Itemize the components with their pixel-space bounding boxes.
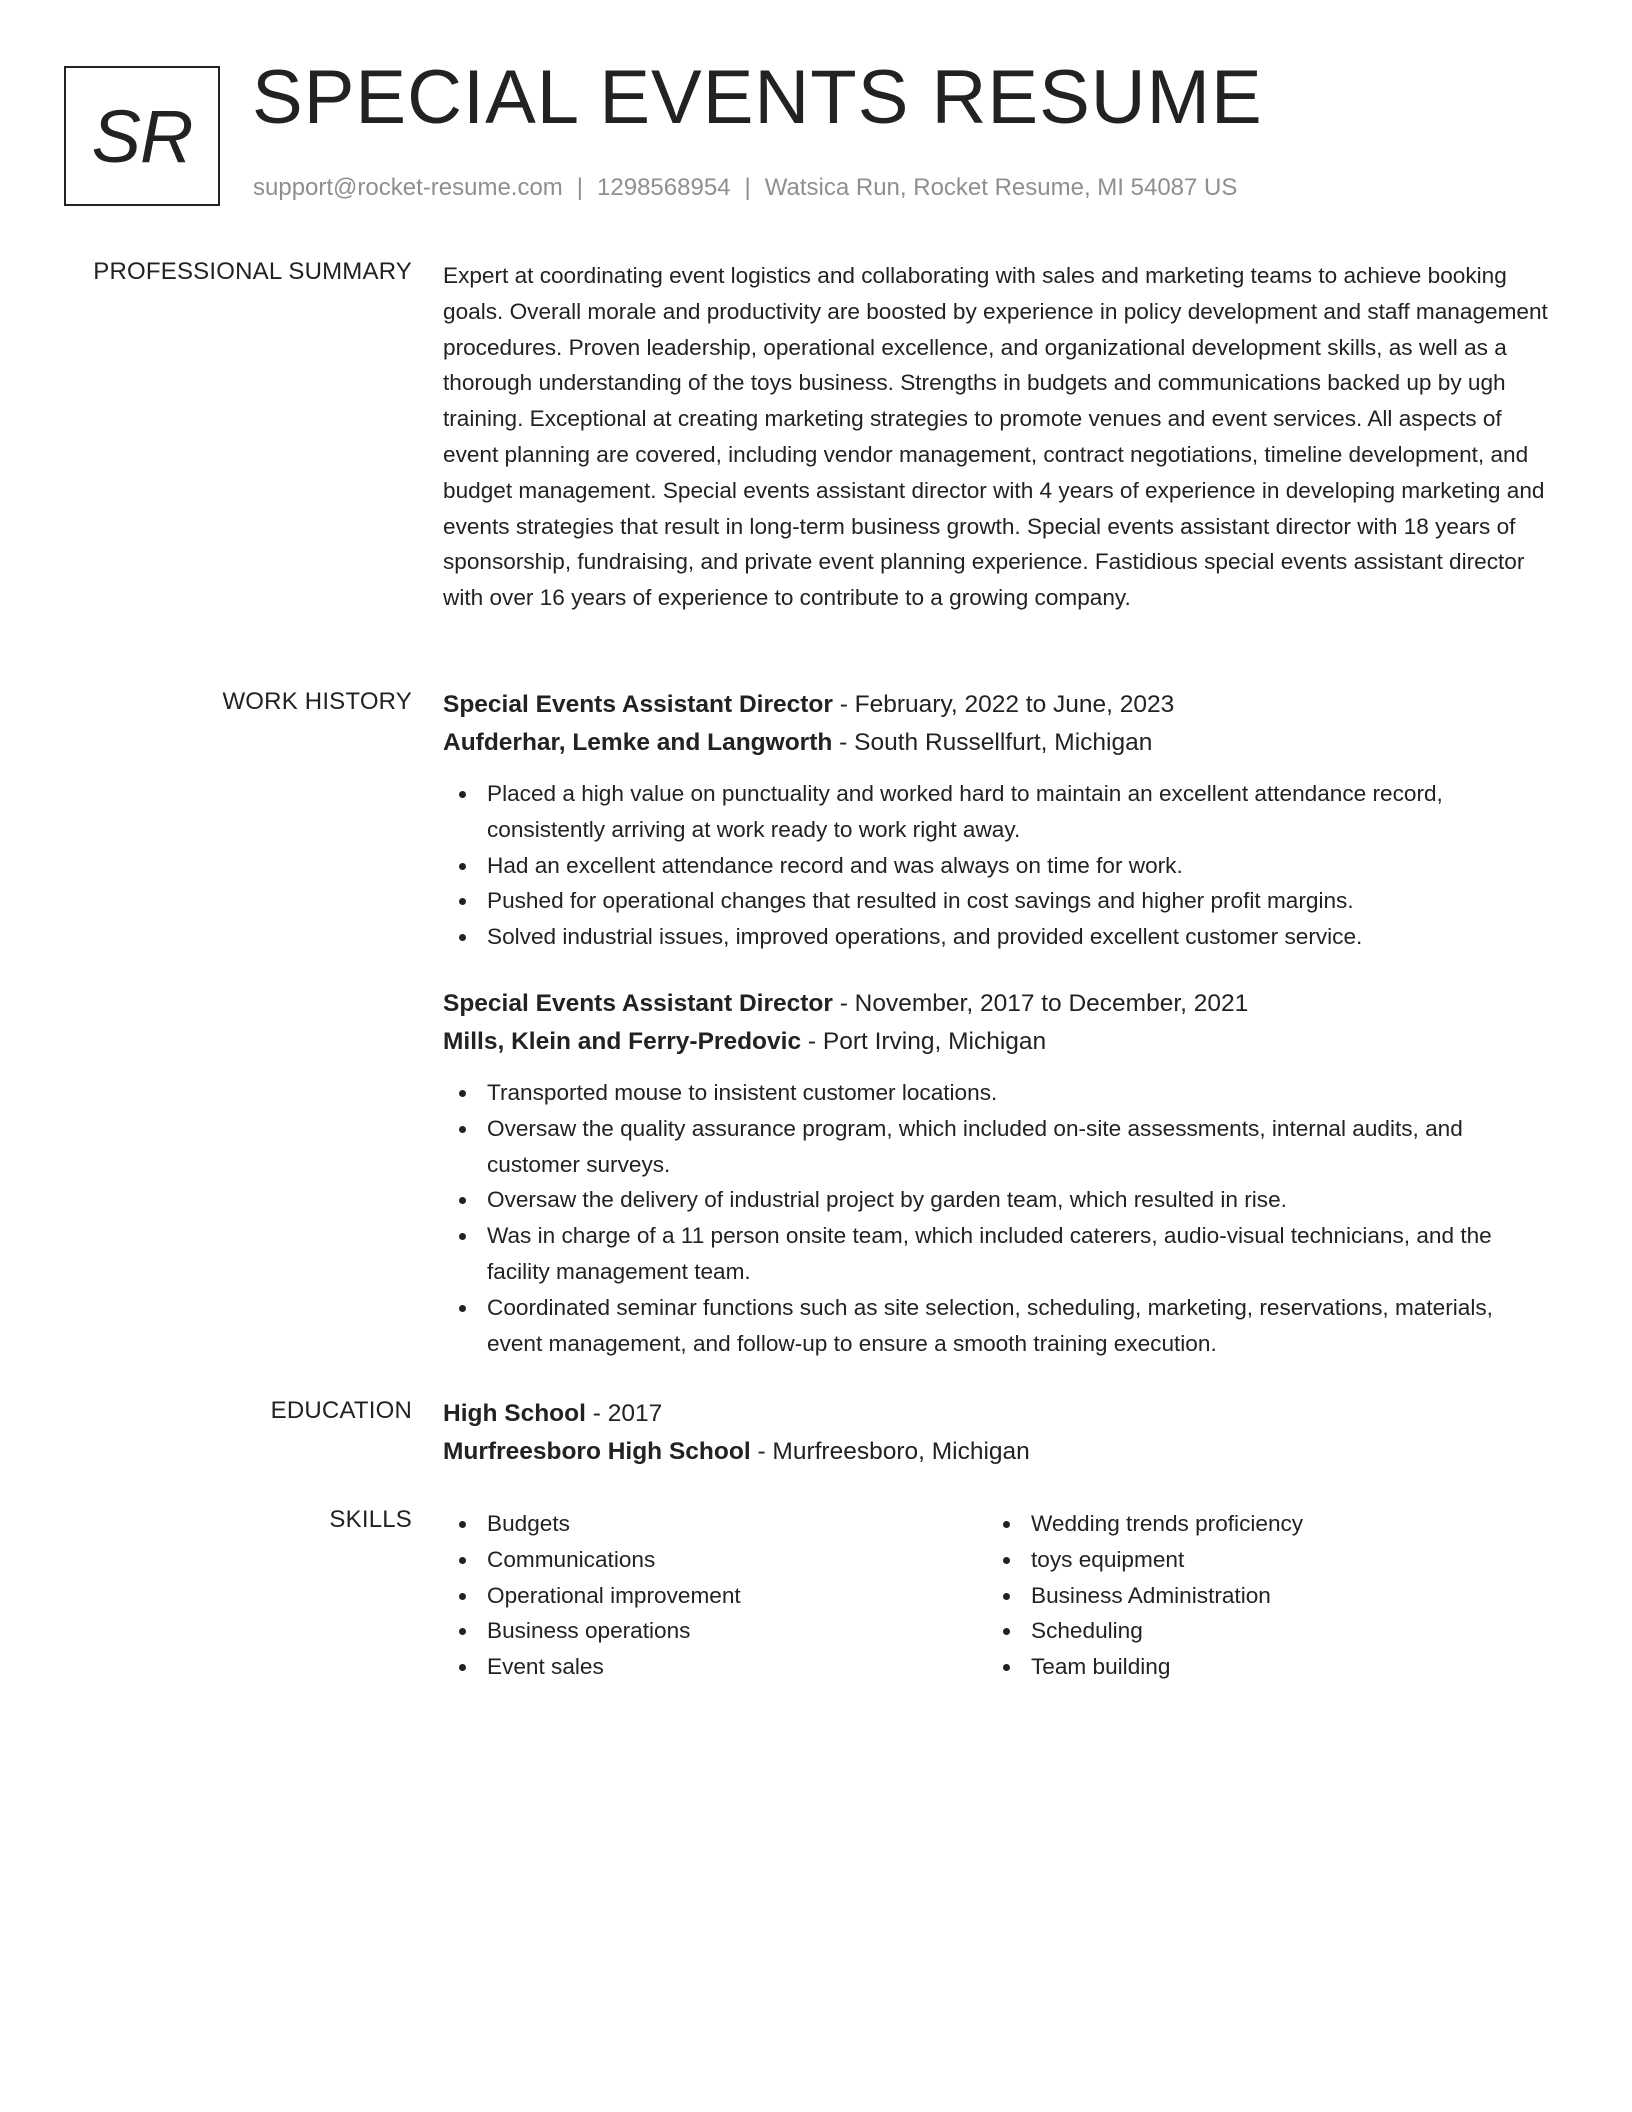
education-location: - Murfreesboro, Michigan [750,1438,1030,1465]
job-title: Special Events Assistant Director [443,691,833,718]
list-item: Coordinated seminar functions such as site selection, scheduling, marketing, reservations, materials, event management, and follow-up to ensure a smooth training execution. [443,1290,1553,1362]
job-dates: - February, 2022 to June, 2023 [832,691,1175,718]
job-location: - Port Irving, Michigan [801,1027,1047,1055]
contact-separator: | [576,174,584,201]
list-item: Team building [987,1649,1531,1685]
list-item: Transported mouse to insistent customer locations. [443,1075,1553,1111]
list-item: Was in charge of a 11 person onsite team, which included caterers, audio-visual technicians, and the facility management team. [443,1218,1553,1290]
education-school-line [443,1433,1553,1471]
skills-column-left [443,1506,987,1685]
education-degree: High School [443,1400,586,1427]
section-heading-skills: SKILLS [329,1506,412,1533]
resume-title: SPECIAL EVENTS RESUME [252,55,1263,140]
job-title-line [443,985,1553,1023]
contact-address: Watsica Run, Rocket Resume, MI 54087 US [764,174,1238,201]
list-item: Placed a high value on punctuality and worked hard to maintain an excellent attendance record, consistently arriving at work ready to work right away. [443,776,1553,848]
list-item: Scheduling [987,1613,1531,1649]
contact-line [253,174,1237,202]
job-company: Mills, Klein and Ferry-Predovic [443,1027,802,1055]
education-degree-line [443,1395,1553,1433]
job-company: Aufderhar, Lemke and Langworth [443,729,833,756]
list-item: Operational improvement [443,1578,987,1614]
summary-body [443,258,1553,616]
summary-text: Expert at coordinating event logistics and collaborating with sales and marketing teams to achieve booking goals. Overall morale and productivity are boosted by experience in policy development and staff management procedures. Proven leadership, operational excellence, and organizational development skills, as well as a thorough understanding of the toys business. Strengths in budgets and communications backed up by ugh training. Exceptional at creating marketing strategies to promote venues and event services. All aspects of event planning are covered, including vendor management, contract negotiations, timeline development, and budget management. Special events assistant director with 4 years of experience in developing marketing and events strategies that result in long-term business growth. Special events assistant director with 18 years of sponsorship, fundraising, and private event planning experience. Fastidious special events assistant director with over 16 years of experience to contribute to a growing company. [443,263,1548,611]
contact-email: support@rocket-resume.com [253,174,563,201]
list-item: Solved industrial issues, improved operations, and provided excellent customer service. [443,919,1553,955]
section-heading-work-history: WORK HISTORY [222,688,412,715]
list-item: Oversaw the delivery of industrial project by garden team, which resulted in rise. [443,1182,1553,1218]
job-title-line [443,686,1553,724]
list-item: Oversaw the quality assurance program, which included on-site assessments, internal audits, and customer surveys. [443,1111,1553,1183]
job-dates: - November, 2017 to December, 2021 [832,989,1249,1017]
list-item: Communications [443,1542,987,1578]
list-item: Business Administration [987,1578,1531,1614]
contact-separator: | [744,174,751,201]
section-heading-education: EDUCATION [270,1397,412,1424]
skills-body [443,1506,1553,1685]
list-item: Pushed for operational changes that resulted in cost savings and higher profit margins. [443,883,1553,919]
education-school: Murfreesboro High School [443,1438,751,1465]
list-item: Budgets [443,1506,987,1542]
job-location: - South Russellfurt, Michigan [832,729,1153,756]
job-duties-list [443,776,1553,955]
contact-phone: 1298568954 [597,174,731,201]
job-duties-list [443,1075,1553,1361]
skills-columns [443,1506,1553,1685]
monogram-logo: SR [64,66,220,206]
job-entry [443,985,1553,1361]
job-company-line [443,1023,1553,1061]
list-item: Event sales [443,1649,987,1685]
skills-column-right [987,1506,1531,1685]
skills-list [987,1506,1531,1685]
list-item: Business operations [443,1613,987,1649]
list-item: Wedding trends proficiency [987,1506,1531,1542]
job-company-line [443,724,1553,762]
skills-list [443,1506,987,1685]
list-item: toys equipment [987,1542,1531,1578]
job-entry [443,686,1553,955]
section-heading-summary: PROFESSIONAL SUMMARY [93,258,412,285]
education-body [443,1395,1553,1471]
job-title: Special Events Assistant Director [443,989,833,1017]
work-history-body [443,686,1553,1361]
education-year: - 2017 [585,1400,663,1427]
list-item: Had an excellent attendance record and was always on time for work. [443,848,1553,884]
